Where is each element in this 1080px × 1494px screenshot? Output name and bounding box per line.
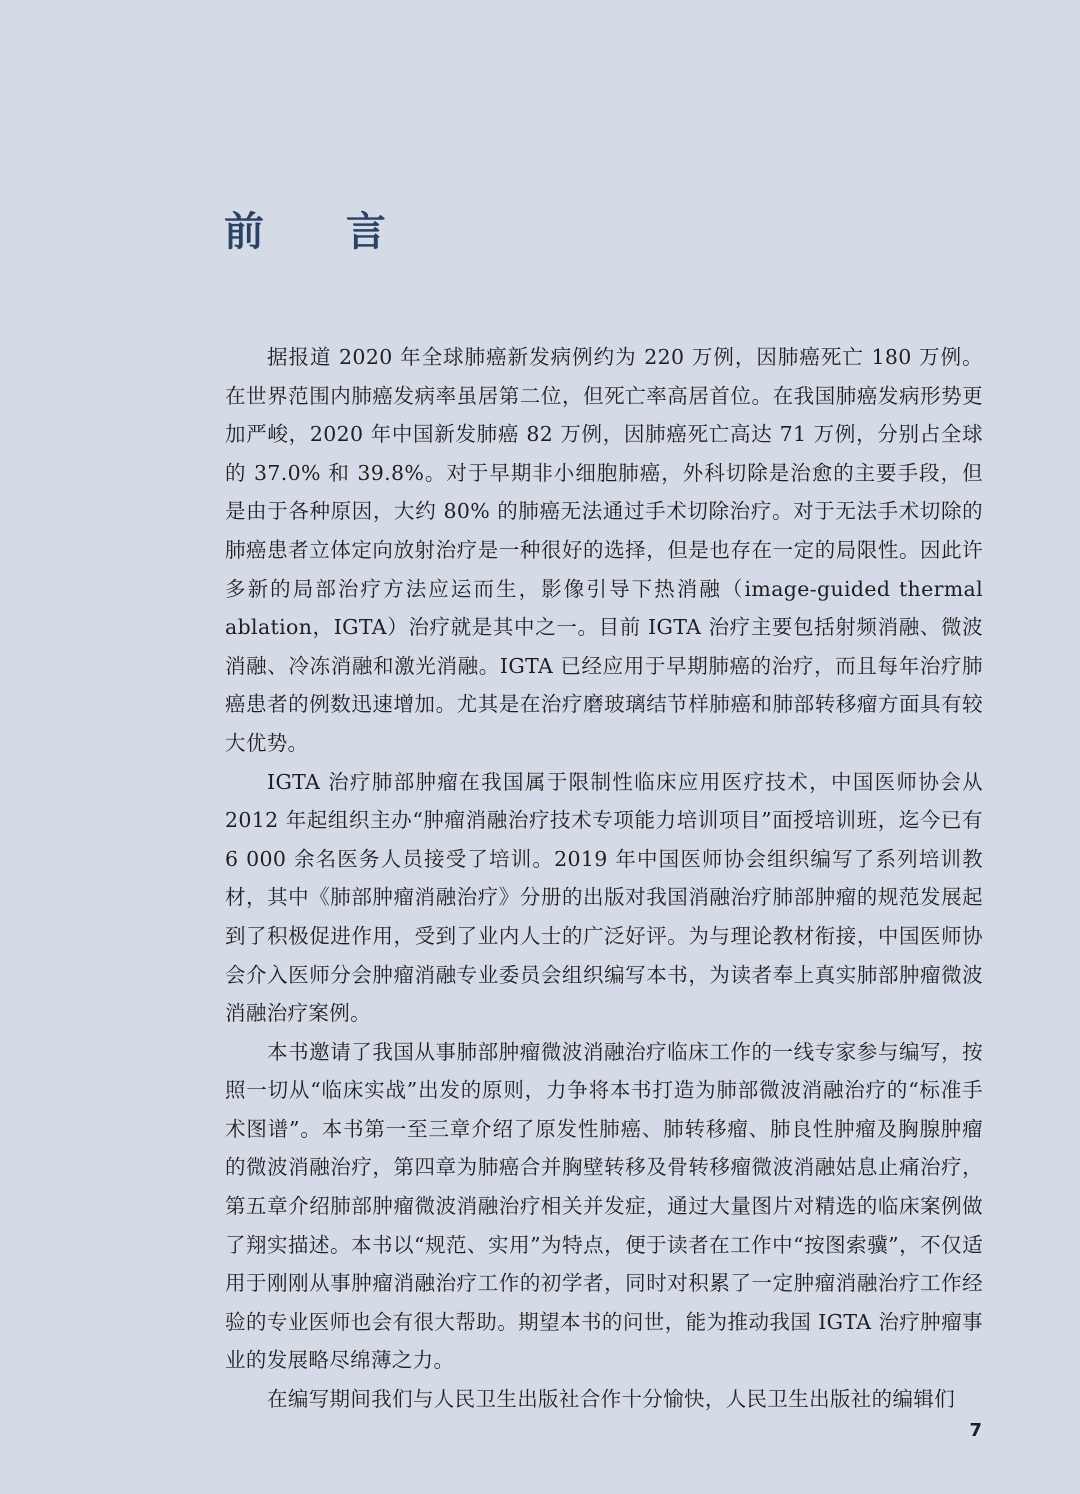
paragraph: 在编写期间我们与人民卫生出版社合作十分愉快，人民卫生出版社的编辑们: [267, 1387, 956, 1412]
paragraph: IGTA 治疗肺部肿瘤在我国属于限制性临床应用医疗技术，中国医师协会从 2012 年起组织主办“肿瘤消融治疗技术专项能力培训项目”面授培训班，迄今已有 6 000 余名医务人员接受了培训。2019 年中国医师协会组织编写了系列培训教材，其中《肺部肿瘤消融治疗》分册的出版对我国消融治疗肺部肿瘤的规范发展起到了积极促进作用，受到了业内人士的广泛好评。为与理论教材衔接，中国医师协会介入医师分会肿瘤消融专业委员会组织编写本书，为读者奉上真实肺部肿瘤微波消融治疗案例。: [225, 769, 983, 1026]
page-title: 前 言: [224, 209, 420, 255]
body-text: [225, 338, 983, 1419]
paragraph: 据报道 2020 年全球肺癌新发病例约为 220 万例，因肺癌死亡 180 万例。在世界范围内肺癌发病率虽居第二位，但死亡率高居首位。在我国肺癌发病形势更加严峻，2020 年中国新发肺癌 82 万例，因肺癌死亡高达 71 万例，分别占全球的 37.0% 和 39.8%。对于早期非小细胞肺癌，外科切除是治愈的主要手段，但是由于各种原因，大约 80% 的肺癌无法通过手术切除治疗。对于无法手术切除的肺癌患者立体定向放射治疗是一种很好的选择，但是也存在一定的局限性。因此许多新的局部治疗方法应运而生，影像引导下热消融（image-guided thermal ablation，IGTA）治疗就是其中之一。目前 IGTA 治疗主要包括射频消融、微波消融、冷冻消融和激光消融。IGTA 已经应用于早期肺癌的治疗，而且每年治疗肺癌患者的例数迅速增加。尤其是在治疗磨玻璃结节样肺癌和肺部转移瘤方面具有较大优势。: [225, 345, 983, 755]
page-number: 7: [969, 1420, 982, 1441]
paragraph: 本书邀请了我国从事肺部肿瘤微波消融治疗临床工作的一线专家参与编写，按照一切从“临床实战”出发的原则，力争将本书打造为肺部微波消融治疗的“标准手术图谱”。本书第一至三章介绍了原发性肺癌、肺转移瘤、肺良性肿瘤及胸腺肿瘤的微波消融治疗，第四章为肺癌合并胸壁转移及骨转移瘤微波消融姑息止痛治疗，第五章介绍肺部肿瘤微波消融治疗相关并发症，通过大量图片对精选的临床案例做了翔实描述。本书以“规范、实用”为特点，便于读者在工作中“按图索骥”，不仅适用于刚刚从事肿瘤消融治疗工作的初学者，同时对积累了一定肿瘤消融治疗工作经验的专业医师也会有很大帮助。期望本书的问世，能为推动我国 IGTA 治疗肿瘤事业的发展略尽绵薄之力。: [225, 1039, 983, 1373]
